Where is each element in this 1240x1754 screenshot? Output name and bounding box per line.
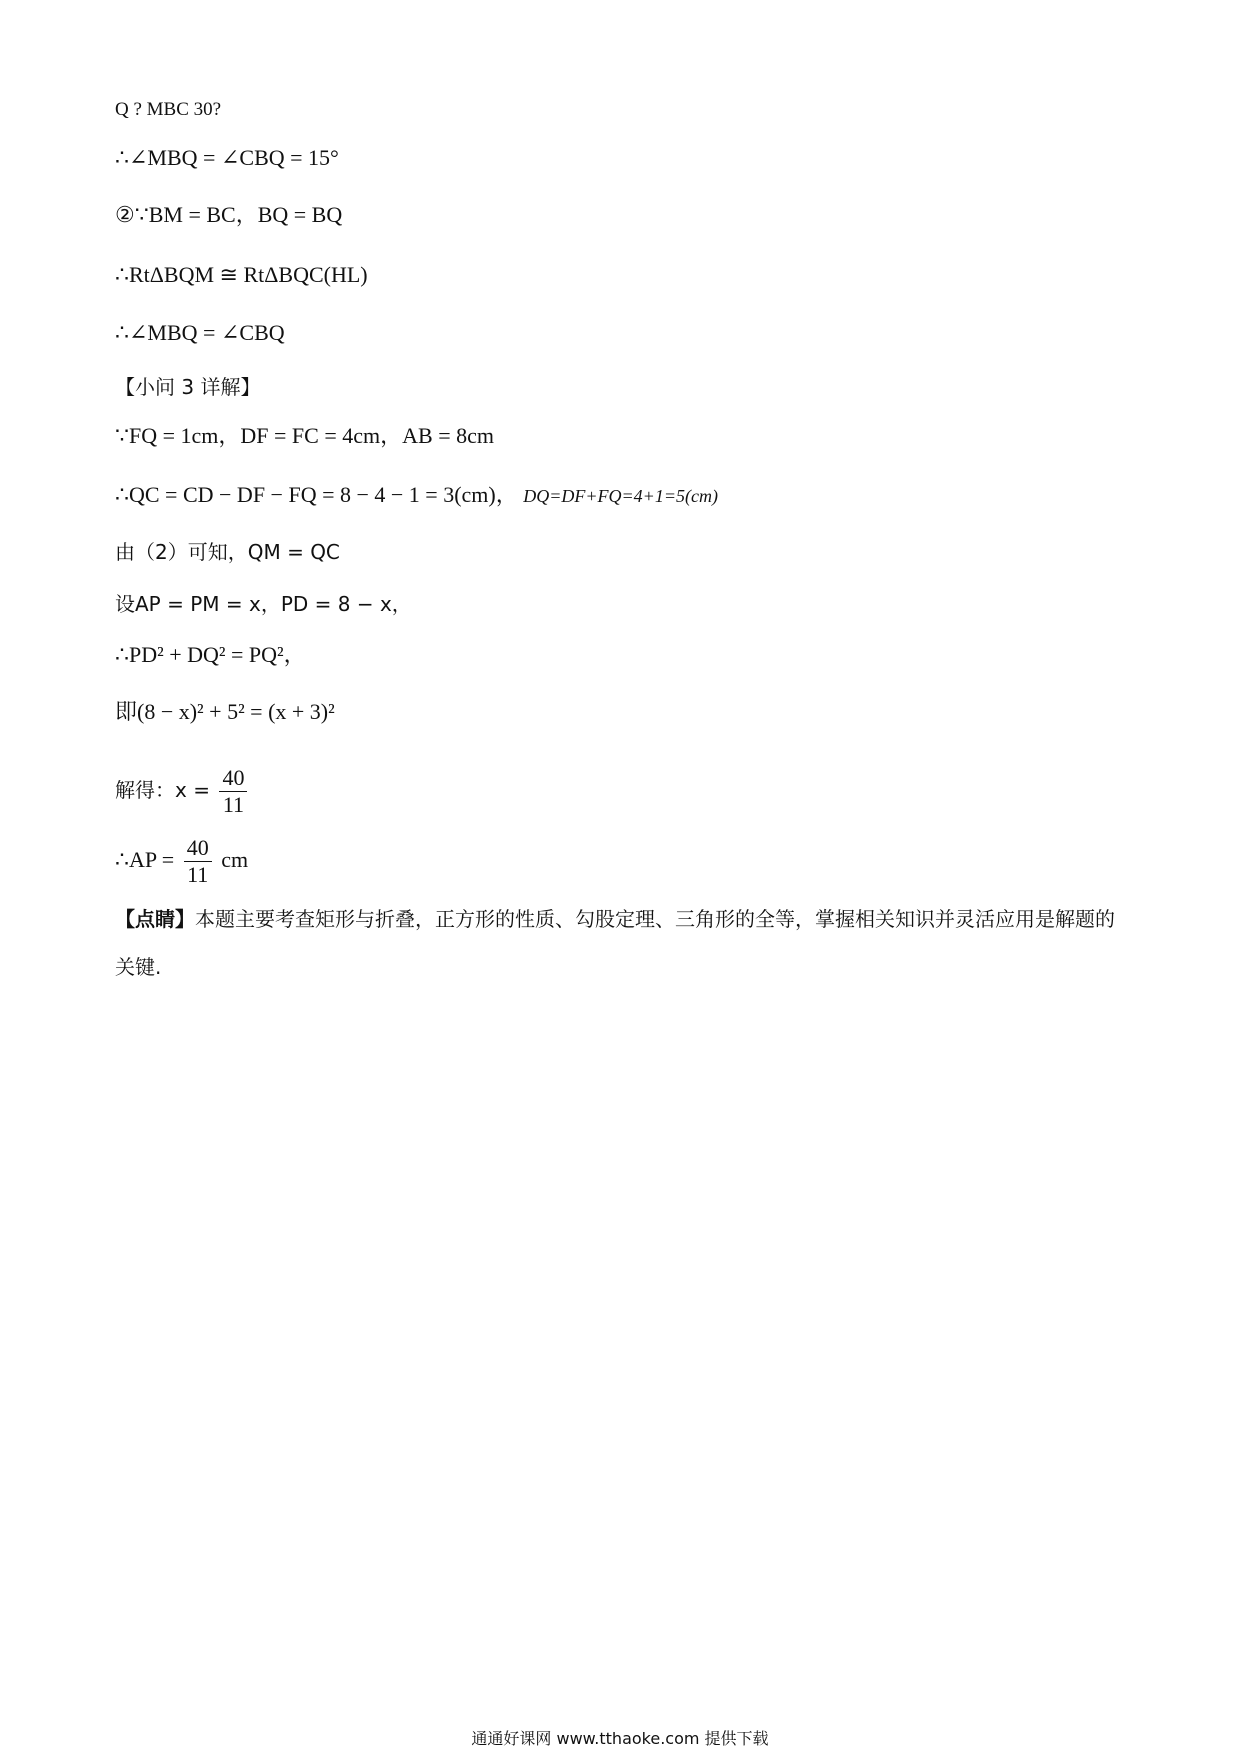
fraction-ap <box>184 835 212 888</box>
line-let-ap <box>115 589 412 619</box>
qc-calc-text: ∴QC = CD − DF − FQ = 8 − 4 − 1 = 3(cm)， <box>115 482 518 507</box>
qm-qc-text: 由（2）可知，QM = QC <box>115 540 340 564</box>
line-solve-x <box>115 760 251 820</box>
comment-text: 本题主要考查矩形与折叠，正方形的性质、勾股定理、三角形的全等，掌握相关知识并灵活应用是解题的关键. <box>115 907 1115 979</box>
line-given-lengths <box>115 421 494 451</box>
line-qm-qc <box>115 537 340 567</box>
ap-result-unit: cm <box>221 847 249 872</box>
line-ap-result <box>115 830 248 890</box>
comment-tag: 【点睛】 <box>115 907 195 931</box>
line-congruent-hl <box>115 260 368 290</box>
section-heading-q3-text: 【小问 3 详解】 <box>115 375 261 399</box>
line-qc-dq <box>115 480 718 511</box>
line-bm-bc <box>115 200 342 230</box>
dq-calc-text: DQ=DF+FQ=4+1=5(cm) <box>523 486 718 506</box>
line-pythagoras <box>115 640 306 670</box>
pythagoras-text: ∴PD² + DQ² = PQ²， <box>115 642 306 667</box>
section-heading-q3 <box>115 372 260 402</box>
equation-text: 即(8 − x)² + 5² = (x + 3)² <box>115 699 335 724</box>
line-angle-equal <box>115 318 285 348</box>
ap-result-prefix: ∴AP = <box>115 847 175 872</box>
fraction-ap-numerator: 40 <box>184 835 212 862</box>
fraction-x-denominator: 11 <box>222 792 245 818</box>
congruent-hl-text: ∴RtΔBQM ≅ RtΔBQC(HL) <box>115 262 368 287</box>
footer-text: 通通好课网 www.tthaoke.com 提供下载 <box>471 1729 769 1748</box>
fraction-ap-denominator: 11 <box>187 862 209 888</box>
comment-paragraph <box>115 895 1130 991</box>
page-footer <box>0 1726 1240 1749</box>
fraction-x-numerator: 40 <box>219 765 247 792</box>
line-angle-equal-15 <box>115 143 339 173</box>
angle-equal-text: ∴∠MBQ = ∠CBQ <box>115 320 285 345</box>
angle-equal-15-text: ∴∠MBQ = ∠CBQ = 15° <box>115 145 339 170</box>
bm-bc-text: ②∵BM = BC，BQ = BQ <box>115 202 343 227</box>
given-lengths-text: ∵FQ = 1cm，DF = FC = 4cm，AB = 8cm <box>115 423 494 448</box>
line-equation <box>115 697 335 727</box>
fraction-x <box>219 765 247 818</box>
let-ap-text: 设AP = PM = x，PD = 8 − x， <box>115 592 412 616</box>
solve-x-prefix: 解得：x = <box>115 778 210 802</box>
line-angle-mbc <box>115 95 221 125</box>
angle-mbc-text: Q ? MBC 30? <box>115 99 222 120</box>
